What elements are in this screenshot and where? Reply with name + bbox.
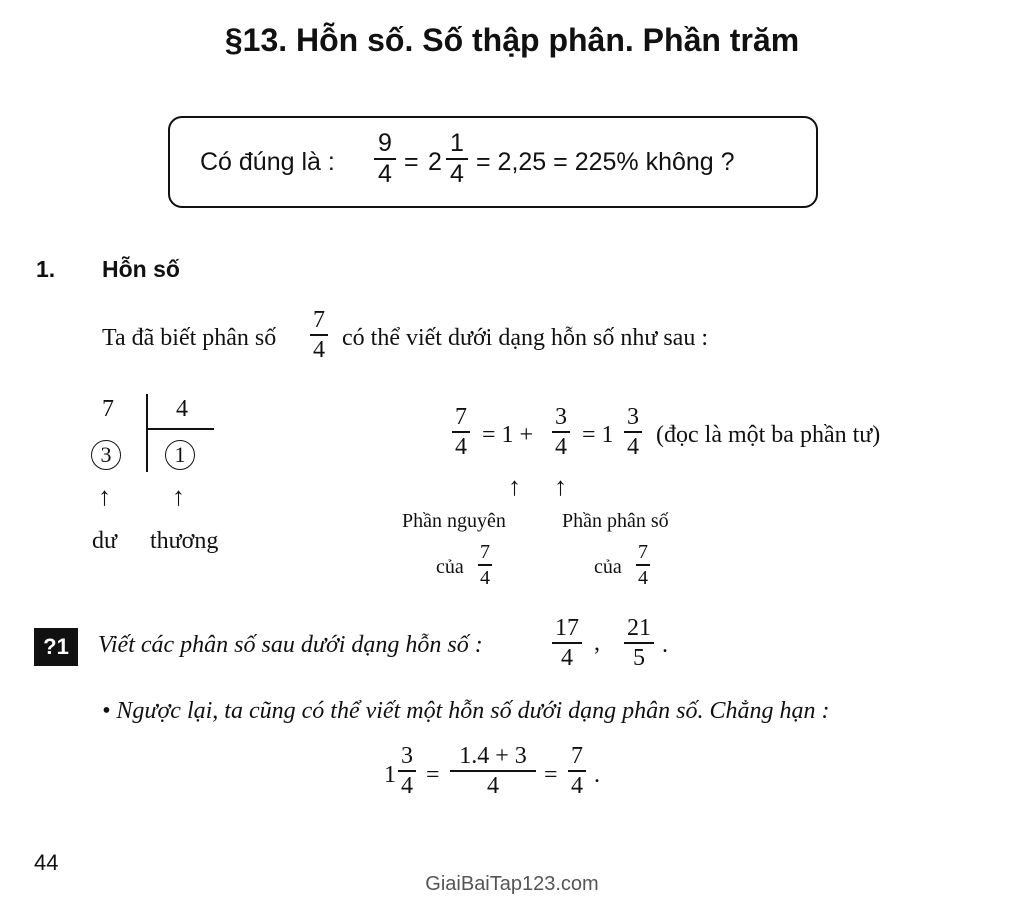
- question-eq: =: [404, 148, 419, 176]
- whole-part-arrow-icon: ↑: [508, 472, 521, 501]
- eq-mid2: = 1: [582, 422, 614, 448]
- question-whole: 2: [428, 148, 442, 176]
- division-vertical-line: [146, 394, 148, 472]
- converse-fraction-3-4: 3 4: [398, 744, 416, 798]
- quotient-label: thương: [150, 528, 219, 554]
- division-dividend: 7: [102, 396, 114, 422]
- eq-fraction-7-4: 7 4: [452, 405, 470, 459]
- eq-reading: (đọc là một ba phần tư): [656, 422, 881, 448]
- division-divisor: 4: [176, 396, 188, 422]
- converse-fraction-expr: 1.4 + 3 4: [450, 744, 536, 798]
- page-number: 44: [34, 850, 59, 875]
- converse-whole: 1: [384, 762, 396, 788]
- intro-before: Ta đã biết phân số: [102, 325, 277, 351]
- question-prefix: Có đúng là :: [200, 148, 335, 176]
- exercise-comma: ,: [594, 630, 600, 656]
- division-horizontal-line: [146, 428, 214, 430]
- question-fraction-1-4: 1 4: [446, 131, 468, 187]
- page-title: §13. Hỗn số. Số thập phân. Phần trăm: [224, 22, 800, 58]
- exercise-text: Viết các phân số sau dưới dạng hỗn số :: [98, 632, 483, 658]
- question-fraction-9-4: 9 4: [374, 131, 396, 187]
- fraction-part-label: Phần phân số: [562, 510, 669, 532]
- remainder-label: dư: [92, 528, 118, 554]
- quotient-arrow-icon: ↑: [172, 482, 185, 511]
- remainder-circle: 3: [91, 440, 121, 470]
- exercise-fraction-21-5: 21 5: [624, 616, 654, 670]
- converse-period: .: [594, 762, 600, 788]
- fraction-part-arrow-icon: ↑: [554, 472, 567, 501]
- remainder-arrow-icon: ↑: [98, 482, 111, 511]
- intro-after: có thể viết dưới dạng hỗn số như sau :: [342, 325, 708, 351]
- section-number: 1.: [36, 256, 56, 282]
- fraction-part-of-fraction: 7 4: [638, 541, 648, 589]
- eq-fraction-3-4-a: 3 4: [552, 405, 570, 459]
- question-rest: = 2,25 = 225% không ?: [476, 148, 735, 176]
- eq-mid1: = 1 +: [482, 422, 534, 448]
- converse-fraction-7-4: 7 4: [568, 744, 586, 798]
- whole-part-of: của: [436, 556, 464, 578]
- intro-fraction: 7 4: [310, 308, 328, 362]
- exercise-badge: ?1: [34, 628, 78, 666]
- exercise-period: .: [662, 632, 668, 658]
- whole-part-label: Phần nguyên: [402, 510, 506, 532]
- section-title: Hỗn số: [102, 256, 180, 282]
- watermark: GiaiBaiTap123.com: [425, 873, 599, 895]
- fraction-part-of: của: [594, 556, 622, 578]
- quotient-circle: 1: [165, 440, 195, 470]
- eq-fraction-3-4-b: 3 4: [624, 405, 642, 459]
- whole-part-of-fraction: 7 4: [480, 541, 490, 589]
- converse-eq2: =: [544, 762, 558, 788]
- converse-eq1: =: [426, 762, 440, 788]
- converse-text: • Ngược lại, ta cũng có thể viết một hỗn số dưới dạng phân số. Chẳng hạn :: [102, 698, 830, 724]
- exercise-fraction-17-4: 17 4: [552, 616, 582, 670]
